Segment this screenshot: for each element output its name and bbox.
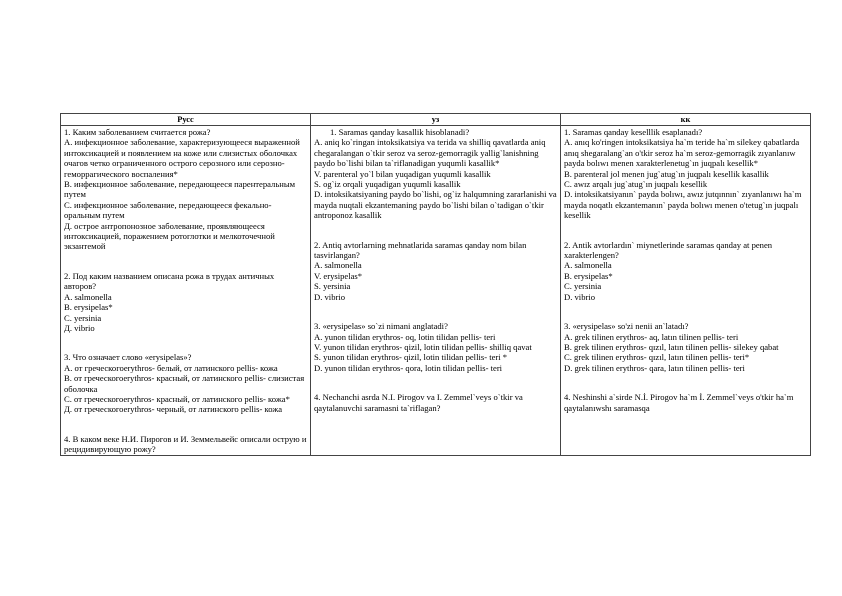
header-uzbek: уз bbox=[311, 114, 561, 126]
answer-option: S. yersinia bbox=[314, 281, 351, 292]
question-block bbox=[564, 392, 807, 413]
answer-option: С. инфекционное заболевание, передающееся фекально-оральным путем bbox=[64, 199, 272, 221]
question-block bbox=[314, 240, 557, 302]
answer-option: C. grek tilinen erythros- qızıl, latın tilinen pellis- teri* bbox=[564, 352, 750, 363]
answer-option: С. от греческогоerythros- красный, от латинского pellis- кожа* bbox=[64, 393, 290, 404]
question-block bbox=[64, 127, 307, 252]
question-block bbox=[314, 392, 557, 413]
answer-option: B. erysipelas* bbox=[564, 270, 613, 281]
question-block bbox=[564, 240, 807, 302]
question-text: 3. «erysipelas» so'zi nenii an`latadı? bbox=[564, 321, 689, 332]
question-block bbox=[64, 434, 307, 455]
question-text: 3. «erysipelas» so`zi nimani anglatadi? bbox=[314, 321, 448, 332]
header-row bbox=[61, 114, 811, 126]
question-block bbox=[64, 352, 307, 414]
question-text: 4. В каком веке Н.И. Пирогов и И. Земмельвейс описали острую и рецидивирующую рожу? bbox=[64, 433, 307, 455]
uzbek-column bbox=[311, 126, 561, 456]
answer-option: А. от греческогоerythros- белый, от латинского pellis- кожа bbox=[64, 362, 278, 373]
question-text: 4. Nechanchi asrda N.I. Pirogov va I. Zemmel`veys o`tkir va qaytalanuvchi saramasni ta`riflagan? bbox=[314, 392, 523, 413]
answer-option: S. yunon tilidan erythros- qizil, lotin tilidan pellis- teri * bbox=[314, 352, 508, 363]
question-text: 2. Antiq avtorlarning mehnatlarida saramas qanday nom bilan tasvirlangan? bbox=[314, 239, 527, 261]
question-text: 1. Saramas qanday keselllik esaplanadı? bbox=[564, 127, 703, 137]
answer-option: В. от греческогоerythros- красный, от латинского pellis- слизистая оболочка bbox=[64, 373, 305, 394]
quiz-table bbox=[60, 113, 811, 456]
question-text: 2. Под каким названием описана рожа в трудах античных авторов? bbox=[64, 270, 275, 292]
questions-row bbox=[61, 126, 811, 456]
answer-option: A. salmonella bbox=[564, 260, 612, 271]
question-text: 1. Каким заболеванием считается рожа? bbox=[64, 127, 211, 137]
karakalpak-column bbox=[561, 126, 811, 456]
answer-option: A. yunon tilidan erythros- oq, lotin tilidan pellis- teri bbox=[314, 331, 496, 342]
answer-option: A. anıq ko'ringen intoksikatsiya ha`m teride ha`m silekey qabatlarda anıq shegaralang`an o'tkir seroz ha`m seroz-gemorragik zıyanlanıw payda bolıwı menen xarakterlenetug`ın juqpalı kesellik* bbox=[564, 137, 800, 169]
answer-option: S. og`iz orqali yuqadigan yuqumli kasallik bbox=[314, 179, 461, 190]
question-text: 3. Что означает слово «erysipelas»? bbox=[64, 352, 192, 363]
answer-option: C. yersinia bbox=[564, 281, 602, 292]
answer-option: B. parenteral jol menen jug`atug`ın juqpalı kesellik kasallik bbox=[564, 168, 769, 179]
header-russian: Русс bbox=[61, 114, 311, 126]
answer-option: D. vibrio bbox=[314, 291, 346, 302]
answer-option: D. vibrio bbox=[564, 291, 596, 302]
answer-option: D. grek tilinen erythros- qara, latın tilinen pellis- teri bbox=[564, 362, 745, 373]
answer-option: A. aniq ko`ringan intoksikatsiya va terida va shilliq qavatlarda aniq chegaralangan o`tkir seroz va seroz-gemorragik yallig`lanishning paydo bo`lishi bilan ta`riflanadigan yuqumli kasallik* bbox=[314, 137, 546, 169]
question-block bbox=[564, 321, 807, 373]
answer-option: С. yersinia bbox=[64, 312, 102, 323]
answer-option: V. erysipelas* bbox=[314, 270, 363, 281]
answer-option: A. salmonella bbox=[314, 260, 362, 271]
answer-option: А. инфекционное заболевание, характеризующееся выраженной интоксикацией и появлением на коже или слизистых оболочках очагов четко ограниченного острого серозного или серозно-геморрагического воспаления* bbox=[64, 137, 300, 179]
answer-option: А. salmonella bbox=[64, 291, 112, 302]
question-text: 2. Antik avtorlardın` miynetlerinde saramas qanday at penen xarakterlengen? bbox=[564, 239, 773, 261]
answer-option: Д. от греческогоerythros- черный, от латинского pellis- кожа bbox=[64, 404, 283, 415]
question-block bbox=[314, 321, 557, 373]
answer-option: В. erysipelas* bbox=[64, 302, 113, 313]
answer-option: C. awız arqalı jug`atug`ın juqpalı kesellik bbox=[564, 179, 708, 190]
answer-option: V. yunon tilidan erythros- qizil, lotin tilidan pellis- shilliq qavat bbox=[314, 341, 532, 352]
answer-option: B. grek tilinen erythros- qızıl, latın tilinen pellis- silekey qabat bbox=[564, 341, 779, 352]
answer-option: V. parenteral yo`l bilan yuqadigan yuqumli kasallik bbox=[314, 168, 491, 179]
question-text: 4. Neshinshi a`sirde N.İ. Pirogov ha`m İ. Zemmel`veys o'tkir ha`m qaytalanıwshı saramasqa bbox=[564, 392, 794, 413]
answer-option: D. yunon tilidan erythros- qora, lotin tilidan pellis- teri bbox=[314, 362, 503, 373]
answer-option: Д. vibrio bbox=[64, 322, 95, 333]
header-karakalpak: кк bbox=[561, 114, 811, 126]
answer-option: A. grek tilinen erythros- aq, latın tilinen pellis- teri bbox=[564, 331, 739, 342]
question-block bbox=[564, 127, 807, 221]
russian-column bbox=[61, 126, 311, 456]
answer-option: D. intoksikatsiyaning paydo bo`lishi, og`iz halqumning zararlanishi va mayda nuqtali ekzantemaning paydo bo`lishi bilan o`tadigan o`tkir antroponoz kasallik bbox=[314, 189, 557, 221]
question-text: 1. Saramas qanday kasallik hisoblanadi? bbox=[330, 127, 470, 137]
answer-option: Д. острое антропонозное заболевание, проявляющееся интоксикацией, поражением ротоглотки и мелкоточечной экзантемой bbox=[64, 220, 275, 252]
question-block bbox=[314, 127, 557, 221]
answer-option: В. инфекционное заболевание, передающееся парентеральным путем bbox=[64, 179, 296, 200]
answer-option: D. intoksikatsiyanın` payda bolıwı, awız jutqınnın` zıyanlanıwı ha`m mayda noqatlı ekzantemanın` payda bolıwı menen o'tetug`ın juqpalı kesellik bbox=[564, 189, 802, 221]
question-block bbox=[64, 271, 307, 333]
